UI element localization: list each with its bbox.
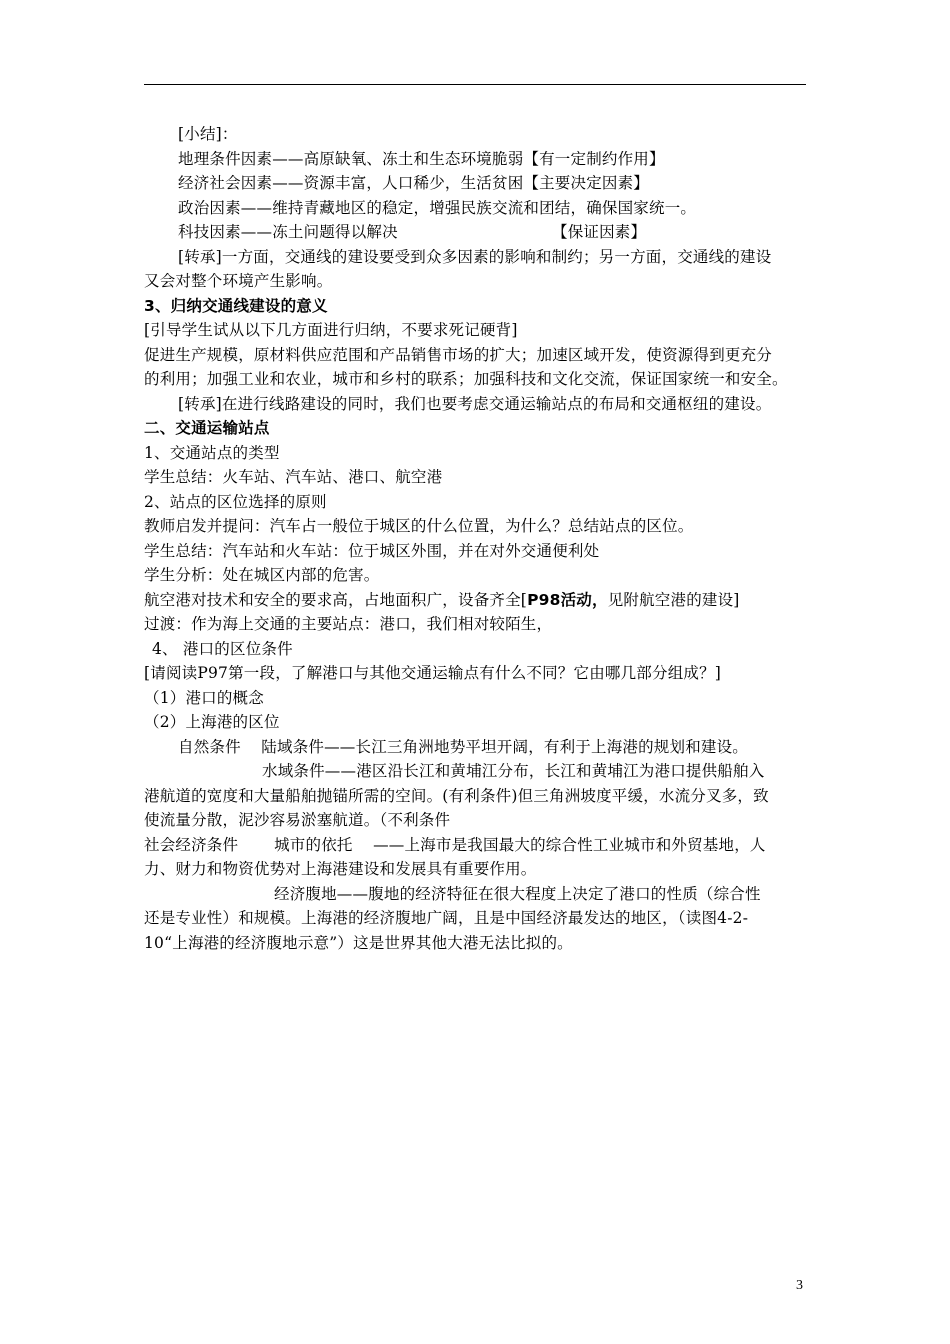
text-line: [144, 588, 808, 613]
text-line: 水域条件——港区沿长江和黄埔江分布，长江和黄埔江为港口提供船舶入: [262, 762, 765, 780]
text-line: （1）港口的概念: [144, 688, 264, 707]
section-heading: 二、交通运输站点: [144, 419, 270, 437]
text-line: 还是专业性）和规模。上海港的经济腹地广阔，且是中国经济最发达的地区，（读图4-2-: [144, 909, 749, 927]
text-line: 地理条件因素——高原缺氧、冻土和生态环境脆弱【有一定制约作用】: [178, 149, 665, 168]
summary-heading: [小结]：: [178, 125, 238, 143]
bold-span: P98活动，: [527, 590, 608, 609]
text-line: [144, 220, 808, 245]
section-heading: 3、归纳交通线建设的意义: [144, 296, 328, 315]
text-line: 1、交通站点的类型: [144, 443, 280, 462]
text-line: 经济社会因素——资源丰富，人口稀少，生活贫困【主要决定因素】: [178, 174, 650, 192]
text-line: 使流量分散，泥沙容易淤塞航道。（不利条件: [144, 811, 451, 829]
text-span: 科技因素——冻土问题得以解决: [178, 223, 398, 241]
text-line: 学生总结：火车站、汽车站、港口、航空港: [144, 468, 443, 486]
text-line: 社会经济条件 城市的依托 ——上海市是我国最大的综合性工业城市和外贸基地，人: [144, 835, 766, 854]
text-line: [转承]一方面，交通线的建设要受到众多因素的影响和制约；另一方面，交通线的建设: [178, 247, 772, 266]
text-line: 力、财力和物资优势对上海港建设和发展具有重要作用。: [144, 860, 537, 878]
text-line: （2）上海港的区位: [144, 713, 280, 731]
page-number: 3: [796, 1278, 803, 1293]
text-line: [转承]在进行线路建设的同时，我们也要考虑交通运输站点的布局和交通枢纽的建设。: [178, 394, 772, 413]
text-line: 教师启发并提问：汽车占一般位于城区的什么位置，为什么？总结站点的区位。: [144, 517, 694, 535]
text-line: 又会对整个环境产生影响。: [144, 272, 333, 290]
text-line: 10“上海港的经济腹地示意”）这是世界其他大港无法比拟的。: [144, 933, 573, 952]
text-line: 促进生产规模，原材料供应范围和产品销售市场的扩大；加速区域开发，使资源得到更充分: [144, 345, 773, 364]
header-rule: [144, 84, 806, 85]
text-line: 学生总结：汽车站和火车站：位于城区外围，并在对外交通便利处: [144, 541, 600, 560]
text-line: 的利用；加强工业和农业，城市和乡村的联系；加强科技和文化交流，保证国家统一和安全。: [144, 370, 788, 388]
text-line: 港航道的宽度和大量船舶抛锚所需的空间。(有利条件)但三角洲坡度平缓，水流分叉多，致: [144, 786, 769, 805]
text-line: [引导学生试从以下几方面进行归纳，不要求死记硬背]: [144, 321, 518, 339]
text-span: 【保证因素】: [552, 223, 647, 241]
text-line: 过渡：作为海上交通的主要站点：港口，我们相对较陌生，: [144, 615, 553, 633]
document-body: [144, 122, 808, 955]
text-line: 经济腹地——腹地的经济特征在很大程度上决定了港口的性质（综合性: [274, 884, 761, 903]
text-line: 自然条件 陆域条件——长江三角洲地势平坦开阔，有利于上海港的规划和建设。: [178, 737, 749, 756]
text-line: 政治因素——维持青藏地区的稳定，增强民族交流和团结，确保国家统一。: [178, 198, 697, 217]
text-line: 学生分析：处在城区内部的危害。: [144, 566, 380, 584]
text-line: [请阅读P97第一段，了解港口与其他交通运输点有什么不同？它由哪几部分组成？]: [144, 664, 722, 682]
text-span: 见附航空港的建设]: [607, 590, 740, 609]
text-line: 4、 港口的区位条件: [152, 639, 293, 658]
text-line: 2、站点的区位选择的原则: [144, 492, 327, 511]
text-span: 航空港对技术和安全的要求高，占地面积广，设备齐全[: [144, 590, 528, 609]
